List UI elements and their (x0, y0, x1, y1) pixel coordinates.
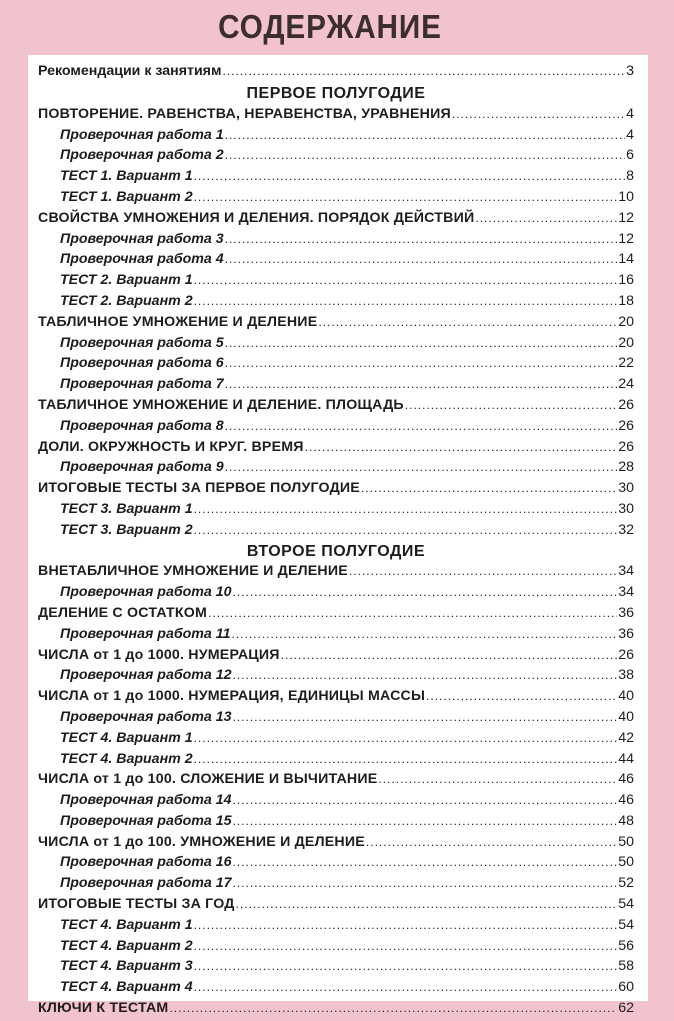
leader-dots (194, 752, 618, 766)
toc-entry-page: 20 (618, 334, 634, 351)
toc-subentry[interactable] (38, 667, 634, 688)
leader-dots (208, 606, 617, 620)
toc-subentry[interactable] (38, 231, 634, 252)
toc-section-entry[interactable] (38, 647, 634, 668)
toc-entry-label: ТЕСТ 4. Вариант 4 (60, 979, 193, 996)
leader-dots (366, 835, 617, 849)
toc-subentry[interactable] (38, 522, 634, 543)
leader-dots (361, 481, 617, 495)
toc-entry-page: 36 (618, 604, 634, 621)
toc-subentry[interactable] (38, 501, 634, 522)
toc-entry-label: Проверочная работа 13 (60, 708, 232, 725)
toc-section-entry[interactable] (38, 896, 634, 917)
toc-section-entry[interactable] (38, 563, 634, 584)
toc-subentry[interactable] (38, 584, 634, 605)
toc-entry-page: 4 (626, 126, 634, 143)
toc-entry-label: ТЕСТ 2. Вариант 2 (60, 292, 193, 309)
leader-dots (194, 169, 626, 183)
toc-entry-page: 6 (626, 147, 634, 164)
toc-entry-page: 58 (618, 958, 634, 975)
toc-entry-label: КЛЮЧИ К ТЕСТАМ (38, 1000, 169, 1017)
half-year-heading: ВТОРОЕ ПОЛУГОДИЕ (246, 542, 426, 560)
toc-section-entry[interactable] (38, 314, 634, 335)
toc-entry-label: ТЕСТ 4. Вариант 3 (60, 958, 193, 975)
toc-entry-label: ТЕСТ 4. Вариант 1 (60, 729, 193, 746)
toc-section-entry[interactable] (38, 1000, 634, 1021)
toc-subentry[interactable] (38, 168, 634, 189)
toc-entry-label: Рекомендации к занятиям (38, 63, 222, 79)
toc-entry-intro[interactable] (38, 55, 634, 85)
leader-dots (225, 356, 618, 370)
toc-subentry[interactable] (38, 626, 634, 647)
toc-entry-label: ИТОГОВЫЕ ТЕСТЫ ЗА ПЕРВОЕ ПОЛУГОДИЕ (38, 480, 360, 497)
leader-dots (194, 939, 618, 953)
leader-dots (225, 148, 625, 162)
toc-entry-label: Проверочная работа 8 (60, 417, 224, 434)
leader-dots (452, 107, 625, 121)
toc-entry-label: ТЕСТ 3. Вариант 1 (60, 500, 193, 517)
toc-entry-label: ТЕСТ 1. Вариант 2 (60, 188, 193, 205)
toc-entry-page: 3 (626, 63, 634, 79)
toc-entry-page: 16 (618, 272, 634, 289)
toc-entry-label: ТЕСТ 4. Вариант 2 (60, 750, 193, 767)
toc-subentry[interactable] (38, 355, 634, 376)
toc-subentry[interactable] (38, 730, 634, 751)
toc-entry-page: 14 (618, 251, 634, 268)
toc-entry-label: Проверочная работа 3 (60, 230, 224, 247)
toc-entry-label: ЧИСЛА от 1 до 1000. НУМЕРАЦИЯ, ЕДИНИЦЫ МАССЫ (38, 688, 426, 705)
table-of-contents (38, 55, 634, 1021)
toc-entry-label: ЧИСЛА от 1 до 100. УМНОЖЕНИЕ И ДЕЛЕНИЕ (38, 833, 365, 850)
toc-subentry[interactable] (38, 335, 634, 356)
leader-dots (233, 668, 618, 682)
toc-entry-page: 52 (618, 875, 634, 892)
toc-entry-label: Проверочная работа 7 (60, 376, 224, 393)
toc-entry-page: 38 (618, 667, 634, 684)
toc-section-entry[interactable] (38, 688, 634, 709)
toc-entry-label: ДЕЛЕНИЕ С ОСТАТКОМ (38, 604, 208, 621)
leader-dots (349, 564, 617, 578)
leader-dots (194, 294, 618, 308)
toc-entry-page: 34 (618, 563, 634, 580)
toc-sheet (28, 55, 648, 1017)
toc-entry-label: Проверочная работа 6 (60, 355, 224, 372)
toc-entry-page: 54 (618, 916, 634, 933)
toc-subentry[interactable] (38, 418, 634, 439)
toc-entry-label: ДОЛИ. ОКРУЖНОСТЬ И КРУГ. ВРЕМЯ (38, 438, 304, 455)
toc-entry-page: 54 (618, 896, 634, 913)
toc-entry-page: 8 (626, 168, 634, 185)
leader-dots (233, 585, 618, 599)
toc-subentry[interactable] (38, 127, 634, 148)
leader-dots (194, 502, 618, 516)
toc-entry-label: Проверочная работа 10 (60, 584, 232, 601)
leader-dots (233, 814, 618, 828)
leader-dots (281, 648, 618, 662)
leader-dots (225, 377, 618, 391)
leader-dots (475, 211, 617, 225)
toc-subentry[interactable] (38, 938, 634, 959)
toc-entry-label: ЧИСЛА от 1 до 100. СЛОЖЕНИЕ И ВЫЧИТАНИЕ (38, 771, 378, 788)
toc-subentry[interactable] (38, 813, 634, 834)
toc-entry-page: 10 (618, 188, 634, 205)
toc-entry-page: 26 (618, 646, 634, 663)
leader-dots (194, 731, 618, 745)
toc-section-entry[interactable] (38, 439, 634, 460)
leader-dots (233, 710, 618, 724)
toc-section-entry[interactable] (38, 605, 634, 626)
leader-dots (194, 190, 618, 204)
leader-dots (225, 232, 618, 246)
toc-entry-label: Проверочная работа 5 (60, 334, 224, 351)
toc-entry-label: Проверочная работа 11 (60, 625, 231, 642)
toc-entry-page: 56 (618, 937, 634, 954)
toc-entry-label: Проверочная работа 17 (60, 875, 232, 892)
toc-entry-page: 60 (618, 979, 634, 996)
toc-entry-label: ТЕСТ 1. Вариант 1 (60, 168, 193, 185)
toc-entry-page: 62 (618, 1000, 634, 1017)
toc-subentry[interactable] (38, 459, 634, 480)
leader-dots (225, 336, 618, 350)
leader-dots (194, 980, 618, 994)
leader-dots (231, 627, 617, 641)
toc-entry-label: ТЕСТ 3. Вариант 2 (60, 521, 193, 538)
toc-entry-page: 42 (618, 729, 634, 746)
toc-subentry[interactable] (38, 958, 634, 979)
toc-entry-label: Проверочная работа 16 (60, 854, 232, 871)
leader-dots (194, 273, 618, 287)
toc-subentry[interactable] (38, 376, 634, 397)
toc-entry-page: 12 (618, 230, 634, 247)
toc-section-entry[interactable] (38, 106, 634, 127)
toc-subentry[interactable] (38, 979, 634, 1000)
toc-entry-label: Проверочная работа 2 (60, 147, 224, 164)
toc-section-entry[interactable] (38, 771, 634, 792)
leader-dots (405, 398, 617, 412)
toc-section-entry[interactable] (38, 397, 634, 418)
toc-subentry[interactable] (38, 709, 634, 730)
toc-entry-page: 24 (618, 376, 634, 393)
leader-dots (233, 876, 618, 890)
leader-dots (194, 959, 618, 973)
leader-dots (233, 855, 618, 869)
toc-entry-label: Проверочная работа 14 (60, 792, 232, 809)
leader-dots (233, 793, 618, 807)
leader-dots (305, 440, 618, 454)
toc-entry-page: 34 (618, 584, 634, 601)
toc-subentry[interactable] (38, 792, 634, 813)
toc-entry-page: 50 (618, 854, 634, 871)
toc-subentry[interactable] (38, 875, 634, 896)
leader-dots (194, 523, 618, 537)
toc-entry-page: 40 (618, 708, 634, 725)
toc-entry-label: Проверочная работа 9 (60, 459, 224, 476)
leader-dots (236, 897, 618, 911)
toc-entry-page: 30 (618, 500, 634, 517)
toc-entry-page: 46 (618, 792, 634, 809)
leader-dots (378, 772, 617, 786)
toc-entry-page: 32 (618, 521, 634, 538)
toc-entry-label: ИТОГОВЫЕ ТЕСТЫ ЗА ГОД (38, 896, 235, 913)
toc-entry-page: 28 (618, 459, 634, 476)
toc-entry-label: ТЕСТ 4. Вариант 1 (60, 916, 193, 933)
leader-dots (225, 460, 618, 474)
toc-entry-label: Проверочная работа 15 (60, 812, 232, 829)
toc-entry-page: 48 (618, 812, 634, 829)
toc-subentry[interactable] (38, 189, 634, 210)
toc-entry-label: ЧИСЛА от 1 до 1000. НУМЕРАЦИЯ (38, 646, 280, 663)
toc-entry-label: ТЕСТ 4. Вариант 2 (60, 937, 193, 954)
toc-entry-page: 26 (618, 438, 634, 455)
leader-dots (225, 419, 618, 433)
leader-dots (169, 1001, 617, 1015)
toc-entry-page: 40 (618, 688, 634, 705)
leader-dots (225, 128, 625, 142)
toc-subentry[interactable] (38, 751, 634, 772)
toc-entry-page: 30 (618, 480, 634, 497)
toc-entry-label: СВОЙСТВА УМНОЖЕНИЯ И ДЕЛЕНИЯ. ПОРЯДОК ДЕЙСТВИЙ (38, 209, 475, 226)
toc-entry-label: Проверочная работа 12 (60, 667, 232, 684)
toc-section-entry[interactable] (38, 210, 634, 231)
toc-entry-page: 26 (618, 396, 634, 413)
toc-entry-label: ПОВТОРЕНИЕ. РАВЕНСТВА, НЕРАВЕНСТВА, УРАВНЕНИЯ (38, 105, 451, 122)
toc-section-entry[interactable] (38, 834, 634, 855)
toc-entry-label: Проверочная работа 1 (60, 126, 224, 143)
toc-entry-page: 20 (618, 313, 634, 330)
leader-dots (225, 252, 618, 266)
leader-dots (318, 315, 617, 329)
toc-entry-page: 4 (626, 105, 634, 122)
toc-subentry[interactable] (38, 251, 634, 272)
leader-dots (222, 64, 625, 78)
toc-entry-label: ТАБЛИЧНОЕ УМНОЖЕНИЕ И ДЕЛЕНИЕ. ПЛОЩАДЬ (38, 396, 404, 413)
toc-entry-label: ВНЕТАБЛИЧНОЕ УМНОЖЕНИЕ И ДЕЛЕНИЕ (38, 563, 348, 580)
toc-entry-page: 46 (618, 771, 634, 788)
toc-entry-page: 12 (618, 209, 634, 226)
toc-entry-page: 22 (618, 355, 634, 372)
toc-subentry[interactable] (38, 917, 634, 938)
leader-dots (194, 918, 618, 932)
leader-dots (426, 689, 617, 703)
toc-subentry[interactable] (38, 147, 634, 168)
toc-subentry[interactable] (38, 854, 634, 875)
toc-entry-page: 18 (618, 292, 634, 309)
toc-section-entry[interactable] (38, 480, 634, 501)
toc-entry-page: 26 (618, 417, 634, 434)
toc-entry-label: ТЕСТ 2. Вариант 1 (60, 272, 193, 289)
toc-entry-page: 50 (618, 833, 634, 850)
toc-subentry[interactable] (38, 293, 634, 314)
half-year-heading: ПЕРВОЕ ПОЛУГОДИЕ (246, 85, 426, 102)
toc-entry-page: 36 (618, 625, 634, 642)
toc-entry-label: Проверочная работа 4 (60, 251, 224, 268)
page-title: СОДЕРЖАНИЕ (218, 8, 442, 45)
toc-subentry[interactable] (38, 272, 634, 293)
toc-entry-page: 44 (618, 750, 634, 767)
toc-entry-label: ТАБЛИЧНОЕ УМНОЖЕНИЕ И ДЕЛЕНИЕ (38, 313, 318, 330)
